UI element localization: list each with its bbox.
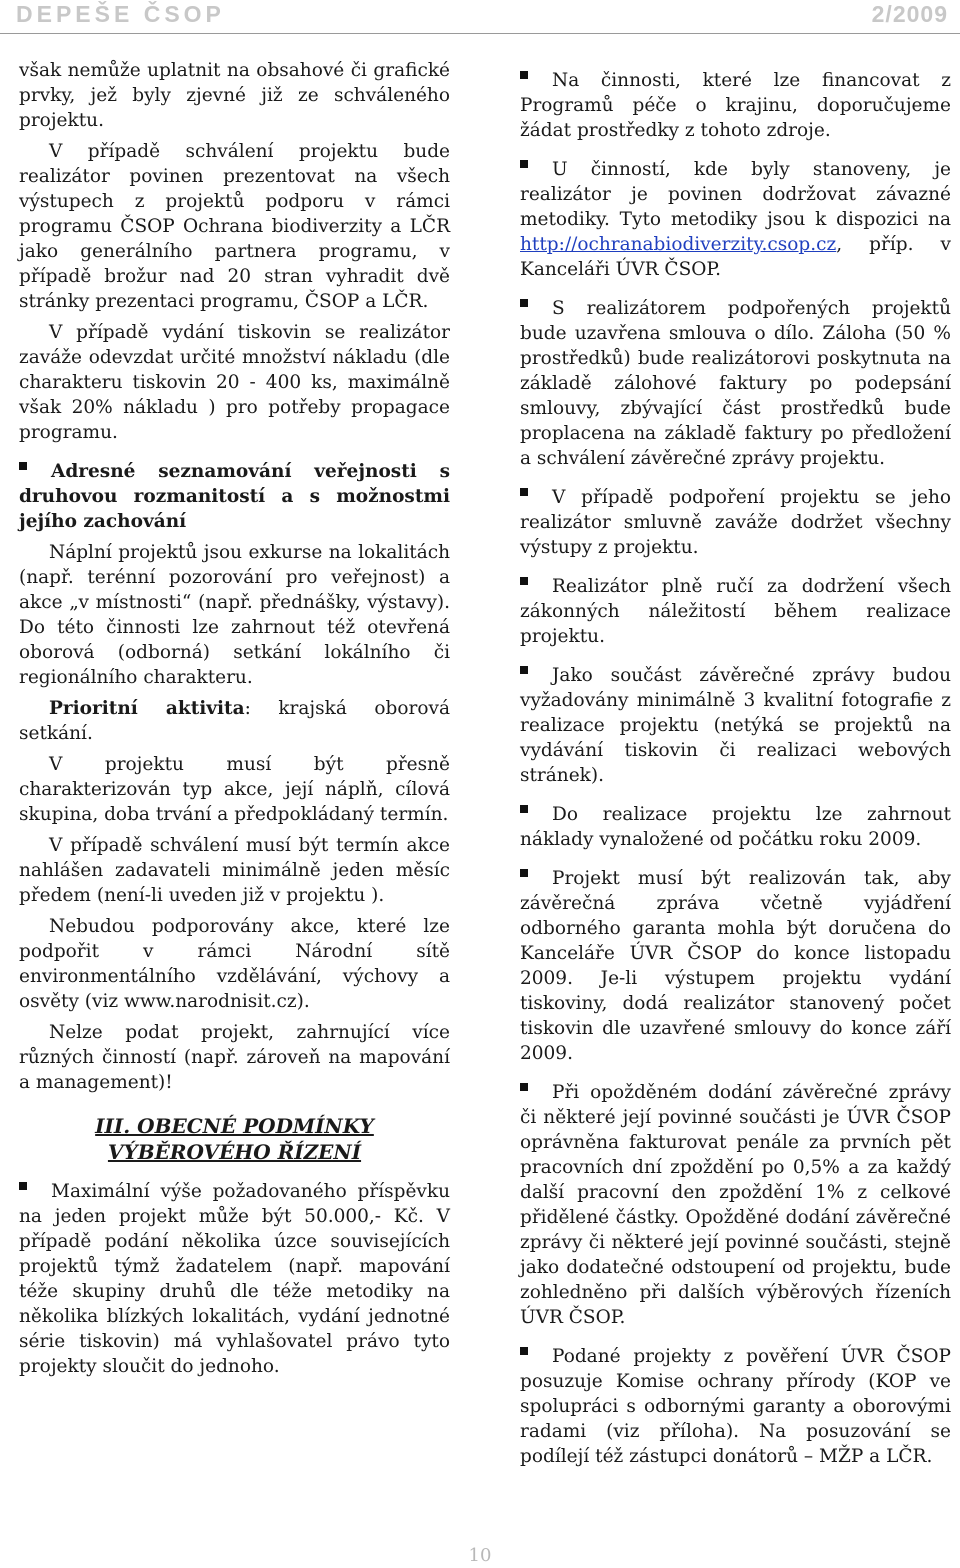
bullet-square-icon (520, 299, 528, 307)
bullet-item: Na činnosti, které lze financovat z Programů péče o krajinu, doporučujeme žádat prostředky z tohoto zdroje. (520, 70, 951, 141)
right-column (520, 68, 951, 1475)
priority-label: Prioritní aktivita (49, 698, 245, 719)
paragraph: V případě vydání tiskovin se realizátor zaváže odevzdat určité množství nákladu (dle charakteru tiskovin 20 - 400 ks, maximálně však 20% nákladu ) pro potřeby propagace programu. (19, 322, 450, 443)
bullet-square-icon (19, 462, 27, 470)
page-header (0, 0, 960, 34)
bullet-square-icon (520, 577, 528, 585)
paragraph: však nemůže uplatnit na obsahové či grafické prvky, jež byly zjevné již ze schváleného projektu. (19, 60, 450, 131)
bullet-square-icon (520, 666, 528, 674)
priority-paragraph (19, 696, 450, 746)
bullet-item: Do realizace projektu lze zahrnout náklady vynaložené od počátku roku 2009. (520, 804, 951, 850)
bullet-square-icon (520, 71, 528, 79)
paragraph: V případě schválení musí být termín akce nahlášen zadavateli minimálně jeden měsíc předem (není-li uveden již v projektu ). (19, 835, 450, 906)
section-title-line: VÝBĚROVÉHO ŘÍZENÍ (107, 1140, 362, 1164)
page-number: 10 (468, 1545, 492, 1566)
bullet-square-icon (520, 488, 528, 496)
bullet-item: Realizátor plně ručí za dodržení všech zákonných náležitostí během realizace projektu. (520, 576, 951, 647)
publication-title: DEPEŠE ČSOP (16, 1, 225, 27)
bullet-item: Podané projekty z pověření ÚVR ČSOP posuzuje Komise ochrany přírody (KOP ve spolupráci s odbornými garanty a oborovými radami (viz příloha). Na posuzování se podílejí též zástupci donátorů – MŽP a LČR. (520, 1346, 951, 1467)
paragraph: V projektu musí být přesně charakterizován typ akce, její náplň, cílová skupina, doba trvání a předpokládaný termín. (19, 754, 450, 825)
bullet-square-icon (520, 160, 528, 168)
bullet-square-icon (520, 1347, 528, 1355)
section-title-line: III. OBECNÉ PODMÍNKY (95, 1114, 374, 1138)
paragraph: Nelze podat projekt, zahrnující více různých činností (např. zároveň na mapování a management)! (19, 1022, 450, 1093)
left-column (19, 58, 450, 1385)
section-title (19, 1113, 450, 1165)
bullet-item: Při opožděném dodání závěrečné zprávy či některé její povinné součásti je ÚVR ČSOP oprávněna fakturovat penále za prvních pět pracovních dní zpoždění po 0,5% a za každý další pracovní den zpoždění 1% z celkové přidělené částky. Opožděné dodání závěrečné zprávy či některé její povinné součásti, stejně jako dodatečné odstoupení od projektu, bude zohledněno při dalších výběrových řízeních ÚVR ČSOP. (520, 1082, 951, 1328)
priority-text: : krajská oborová setkání. (19, 698, 450, 744)
bullet-square-icon (19, 1182, 27, 1190)
bullet-item: Maximální výše požadovaného příspěvku na jeden projekt může být 50.000,- Kč. V případě podání několika úzce souvisejících projektů týmž žadatelem (např. mapování téže skupiny druhů dle téže metodiky na několika blízkých lokalitách, vydání jednotné série tiskovin) má vyhlašovatel právo tyto projekty sloučit do jednoho. (19, 1181, 450, 1377)
bullet-square-icon (520, 805, 528, 813)
paragraph: Nebudou podporovány akce, které lze podpořit v rámci Národní sítě environmentálního vzdělávání, výchovy a osvěty (viz www.narodnisit.cz). (19, 916, 450, 1012)
bullet-item: U činností, kde byly stanoveny, je realizátor je povinen dodržovat závazné metodiky. Tyto metodiky jsou k dispozici na http://ochranabiodiverzity.csop.cz, příp. v Kanceláři ÚVR ČSOP. (520, 159, 951, 280)
metodiky-link[interactable]: http://ochranabiodiverzity.csop.cz (520, 234, 837, 255)
bullet-item: S realizátorem podpořených projektů bude uzavřena smlouva o dílo. Záloha (50 % prostředků) bude realizátorovi poskytnuta na základě zálohové faktury po podepsání smlouvy, zbývající část prostředků bude proplacena na základě faktury po předložení a schválení závěrečné zprávy projektu. (520, 298, 951, 469)
paragraph: V případě schválení projektu bude realizátor povinen prezentovat na všech výstupech z projektů podporu v rámci programu ČSOP Ochrana biodiverzity a LČR jako generálního partnera programu, v případě brožur nad 20 stran vyhradit dvě stránky prezentaci programu, ČSOP a LČR. (19, 141, 450, 312)
bullet-item: Projekt musí být realizován tak, aby závěrečná zpráva včetně vyjádření odborného garanta mohla být doručena do Kanceláře ÚVR ČSOP do konce listopadu 2009. Je-li výstupem projektu vydání tiskoviny, dodá realizátor stanovený počet tiskovin dle uzavřené smlouvy do konce září 2009. (520, 868, 951, 1064)
paragraph: Náplní projektů jsou exkurse na lokalitách (např. terénní pozorování pro veřejnost) a akce „v místnosti“ (např. přednášky, výstavy). Do této činnosti lze zahrnout též otevřená oborová (odborná) setkání lokálního či regionálního charakteru. (19, 542, 450, 688)
bullet-square-icon (520, 869, 528, 877)
bullet-square-icon (520, 1083, 528, 1091)
bullet-item: V případě podpoření projektu se jeho realizátor smluvně zaváže dodržet všechny výstupy z projektu. (520, 487, 951, 558)
issue-number: 2/2009 (871, 1, 948, 27)
subsection-heading: Adresné seznamování veřejnosti s druhovou rozmanitostí a s možnostmi jejího zachování (19, 461, 450, 532)
bullet-item: Jako součást závěrečné zprávy budou vyžadovány minimálně 3 kvalitní fotografie z realizace projektu (netýká se projektů na vydávání tiskovin či realizaci webových stránek). (520, 665, 951, 786)
